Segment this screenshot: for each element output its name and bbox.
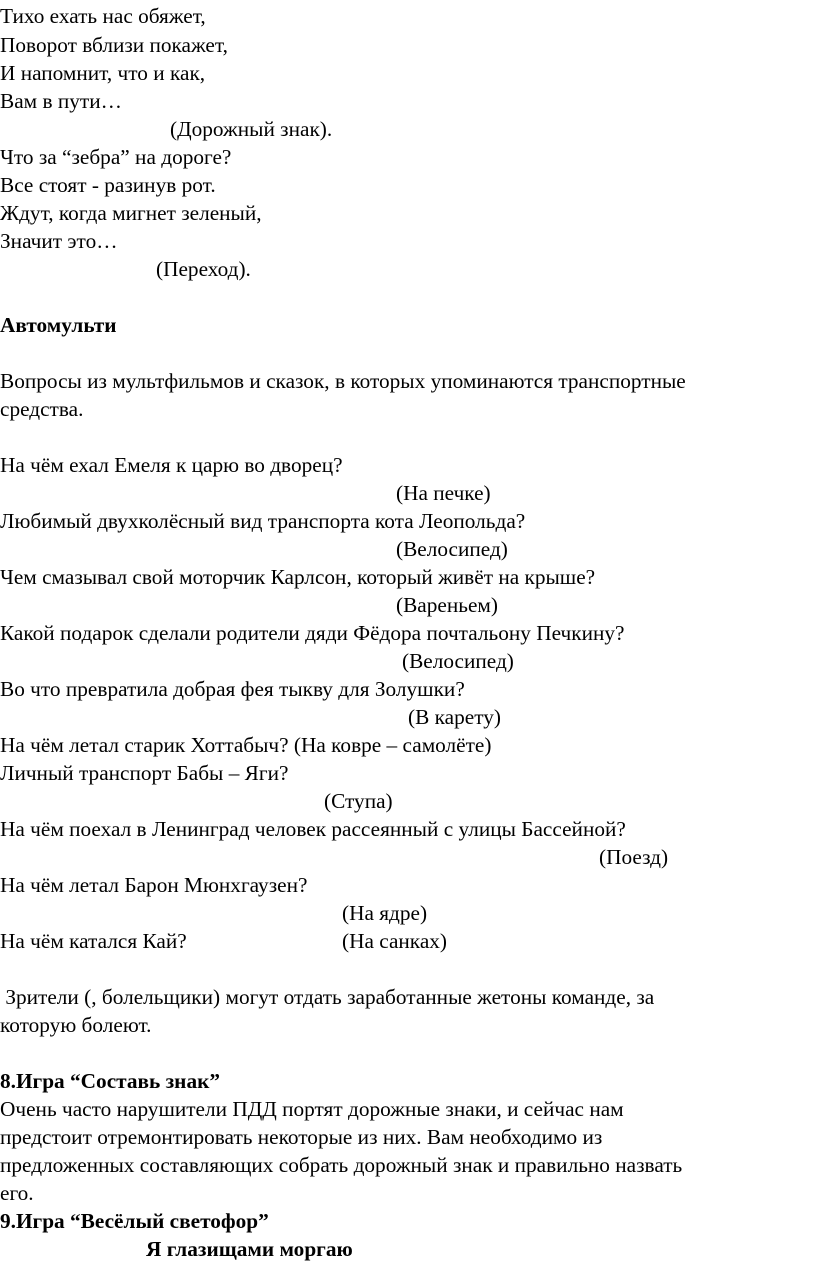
paragraph-line: средства. (0, 397, 84, 421)
answer: (Поезд) (599, 845, 669, 869)
answer: (В карету) (408, 705, 501, 729)
question: Во что превратила добрая фея тыкву для Золушки? (0, 677, 465, 701)
poem-line: Значит это… (0, 229, 118, 253)
poem-line: Ждут, когда мигнет зеленый, (0, 201, 262, 225)
poem-line: И напомнит, что и как, (0, 61, 206, 85)
question: Любимый двухколёсный вид транспорта кота Леопольда? (0, 509, 526, 533)
section-heading: Автомульти (0, 313, 117, 337)
question: Личный транспорт Бабы – Яги? (0, 761, 289, 785)
question: На чём катался Кай? (0, 929, 187, 953)
riddle-answer: (Переход). (156, 257, 251, 281)
poem-line: Все стоят - разинув рот. (0, 173, 216, 197)
question: На чём ехал Емеля к царю во дворец? (0, 453, 343, 477)
question: Какой подарок сделали родители дяди Фёдора почтальону Печкину? (0, 621, 625, 645)
paragraph-line: Вопросы из мультфильмов и сказок, в которых упоминаются транспортные (0, 369, 686, 393)
paragraph-line: его. (0, 1181, 34, 1205)
answer: (На санках) (342, 929, 448, 953)
paragraph-line: предложенных составляющих собрать дорожный знак и правильно назвать (0, 1153, 683, 1177)
paragraph-line: предстоит отремонтировать некоторые из них. Вам необходимо из (0, 1125, 603, 1149)
question: На чём поехал в Ленинград человек рассеянный с улицы Бассейной? (0, 817, 626, 841)
section-heading: 9.Игра “Весёлый светофор” (0, 1209, 269, 1233)
question: Чем смазывал свой моторчик Карлсон, который живёт на крыше? (0, 565, 596, 589)
paragraph-line: Очень часто нарушители ПДД портят дорожные знаки, и сейчас нам (0, 1097, 624, 1121)
poem-line: Что за “зебра” на дороге? (0, 145, 232, 169)
question: На чём летал старик Хоттабыч? (На ковре – самолёте) (0, 733, 492, 757)
answer: (Велосипед) (396, 537, 508, 561)
poem-line: Я глазищами моргаю (146, 1237, 353, 1261)
answer: (Ступа) (324, 789, 393, 813)
paragraph-line: Зрители (, болельщики) могут отдать заработанные жетоны команде, за (0, 985, 655, 1009)
poem-line: Вам в пути… (0, 89, 122, 113)
answer: (Велосипед) (402, 649, 514, 673)
poem-line: Поворот вблизи покажет, (0, 33, 228, 57)
paragraph-line: которую болеют. (0, 1013, 152, 1037)
answer: (Вареньем) (396, 593, 498, 617)
answer: (На ядре) (342, 901, 428, 925)
riddle-answer: (Дорожный знак). (170, 117, 333, 141)
section-heading: 8.Игра “Составь знак” (0, 1069, 221, 1093)
answer: (На печке) (396, 481, 491, 505)
poem-line: Тихо ехать нас обяжет, (0, 4, 206, 28)
question: На чём летал Барон Мюнхгаузен? (0, 873, 308, 897)
